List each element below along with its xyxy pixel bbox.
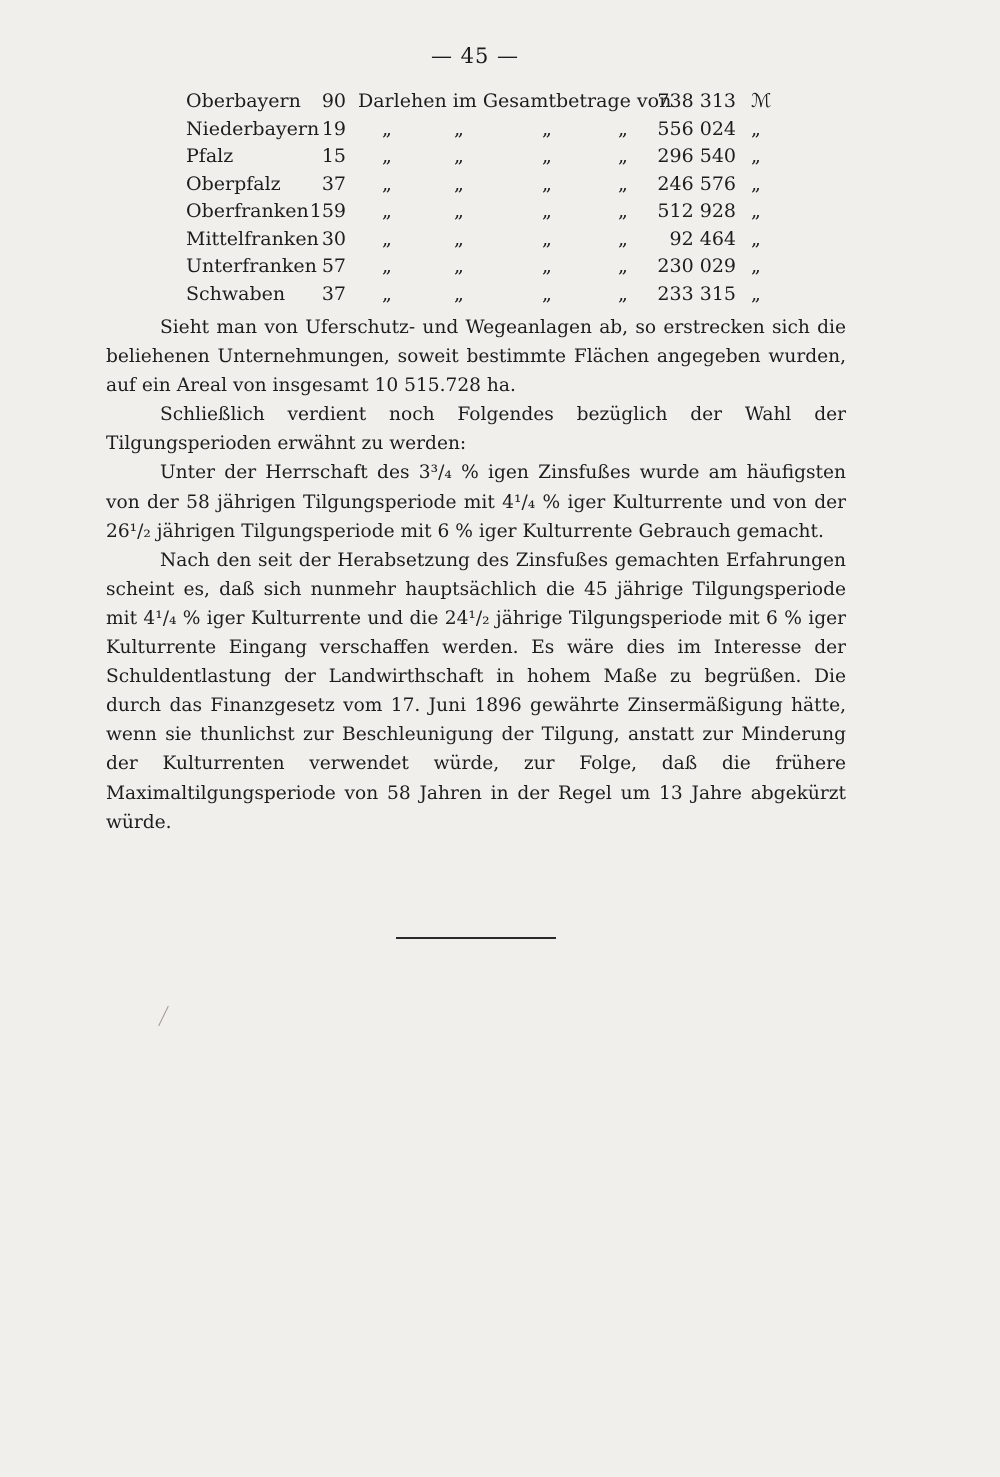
loan-amount: 233 315	[657, 282, 736, 305]
ditto-mark: „	[542, 145, 552, 167]
ditto-mark: „	[542, 255, 552, 277]
table-row	[186, 281, 786, 309]
ditto-mark: „	[751, 255, 761, 277]
loan-amount: 92 464	[669, 227, 736, 250]
region-name: Schwaben	[186, 282, 286, 305]
ditto-mark: „	[751, 145, 761, 167]
loan-count: 19	[321, 117, 346, 140]
ditto-mark: „	[618, 145, 628, 167]
ditto-mark: „	[618, 172, 628, 195]
page-number: — 45 —	[430, 44, 520, 68]
section-rule	[396, 937, 556, 939]
loan-table	[186, 88, 786, 308]
table-row	[186, 116, 786, 144]
table-row	[186, 198, 786, 226]
loan-count: 37	[321, 172, 346, 195]
loan-count: 37	[321, 282, 346, 305]
ditto-mark: „	[454, 255, 464, 277]
table-row	[186, 143, 786, 171]
ditto-mark: „	[751, 200, 761, 222]
paragraph: Schließlich verdient noch Folgendes bezüglich der Wahl der Tilgungsperioden erwähnt zu werden:	[106, 404, 846, 455]
body-text	[106, 313, 846, 837]
ditto-mark: „	[454, 145, 464, 167]
loan-amount: 230 029	[657, 255, 736, 277]
ditto-mark: „	[382, 227, 392, 250]
ditto-mark: „	[454, 227, 464, 250]
ditto-mark: „	[454, 117, 464, 140]
ditto-mark: „	[382, 145, 392, 167]
ditto-mark: „	[751, 117, 761, 140]
ditto-mark: „	[618, 227, 628, 250]
loan-description: Darlehen im Gesamtbetrage von	[358, 90, 672, 112]
region-name: Oberbayern	[186, 90, 301, 112]
ditto-mark: „	[751, 227, 761, 250]
ditto-mark: „	[618, 117, 628, 140]
loan-amount: 512 928	[657, 200, 736, 222]
loan-count: 30	[321, 227, 346, 250]
ditto-mark: „	[618, 255, 628, 277]
table-row	[186, 171, 786, 199]
loan-count: 159	[309, 200, 346, 222]
loan-amount: 556 024	[657, 117, 736, 140]
ditto-mark: „	[542, 227, 552, 250]
ditto-mark: „	[542, 117, 552, 140]
paragraph: Nach den seit der Herabsetzung des Zinsfußes gemachten Erfahrungen scheint es, daß sich nunmehr hauptsächlich die 45 jährige Tilgungsperiode mit 4¹/₄ % iger Kulturrente und die 24¹/₂ jährige Tilgungsperiode mit 6 % iger Kulturrente Eingang verschaffen werden. Es wäre dies im Interesse der Schuldentlastung der Landwirthschaft in hohem Maße zu begrüßen. Die durch das Finanzgesetz vom 17. Juni 1896 gewährte Zinsermäßigung hätte, wenn sie thunlichst zur Beschleunigung der Tilgung, anstatt zur Minderung der Kulturrenten verwendet würde, zur Folge, daß die frühere Maximaltilgungsperiode von 58 Jahren in der Regel um 13 Jahre abgekürzt würde.	[106, 549, 846, 833]
paragraph: Unter der Herrschaft des 3³/₄ % igen Zinsfußes wurde am häufigsten von der 58 jährigen Tilgungsperiode mit 4¹/₄ % iger Kulturrente und von der 26¹/₂ jährigen Tilgungsperiode mit 6 % iger Kulturrente Gebrauch gemacht.	[106, 462, 846, 542]
ditto-mark: „	[618, 200, 628, 222]
ditto-mark: „	[542, 172, 552, 195]
ditto-mark: „	[751, 282, 761, 305]
ditto-mark: „	[542, 200, 552, 222]
table-row	[186, 226, 786, 254]
loan-count: 15	[321, 145, 346, 167]
table-row	[186, 88, 786, 116]
region-name: Mittelfranken	[186, 227, 319, 250]
paragraph: Sieht man von Uferschutz- und Wegeanlagen ab, so erstrecken sich die beliehenen Unternehmungen, soweit bestimmte Flächen angegeben wurden, auf ein Areal von insgesamt 10 515.728 ha.	[106, 317, 846, 397]
region-name: Niederbayern	[186, 117, 320, 140]
ditto-mark: „	[542, 282, 552, 305]
region-name: Pfalz	[186, 145, 234, 167]
region-name: Oberpfalz	[186, 172, 281, 195]
loan-count: 90	[321, 90, 346, 112]
loan-count: 57	[321, 255, 346, 277]
loan-amount: 738 313	[657, 90, 736, 112]
paper-speck	[158, 1006, 169, 1026]
ditto-mark: „	[382, 255, 392, 277]
ditto-mark: „	[382, 282, 392, 305]
region-name: Unterfranken	[186, 255, 317, 277]
ditto-mark: „	[751, 172, 761, 195]
currency-mark: ℳ	[751, 90, 772, 112]
ditto-mark: „	[618, 282, 628, 305]
ditto-mark: „	[454, 172, 464, 195]
ditto-mark: „	[454, 200, 464, 222]
ditto-mark: „	[382, 117, 392, 140]
ditto-mark: „	[454, 282, 464, 305]
region-name: Oberfranken	[186, 200, 309, 222]
table-row	[186, 253, 786, 281]
loan-amount: 296 540	[657, 145, 736, 167]
ditto-mark: „	[382, 172, 392, 195]
ditto-mark: „	[382, 200, 392, 222]
loan-amount: 246 576	[657, 172, 736, 195]
